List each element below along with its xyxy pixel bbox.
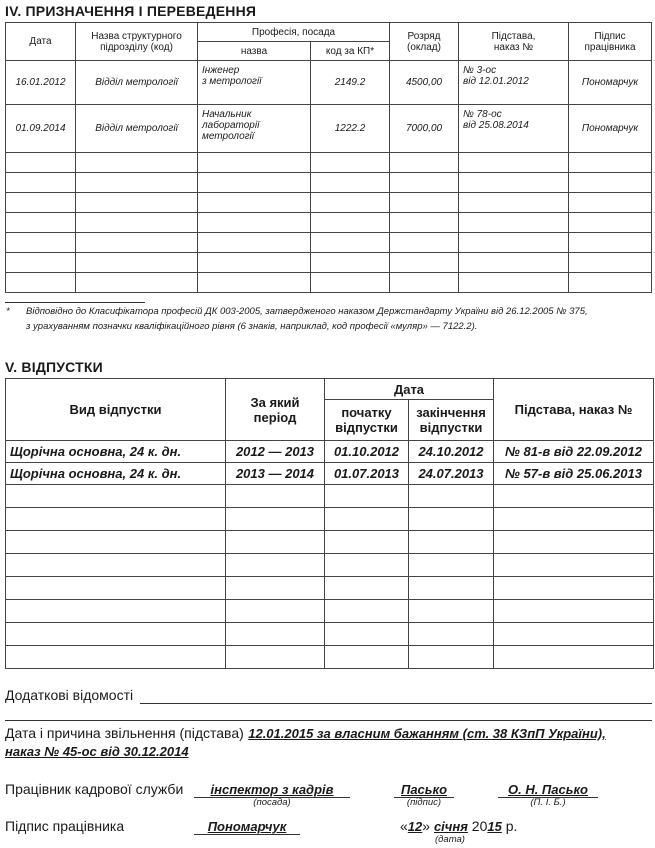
header-period: За який період — [226, 379, 325, 441]
hr-position: інспектор з кадрів — [210, 782, 334, 797]
dismissal-value-1: 12.01.2015 за власним бажанням (ст. 38 КЗпП України), — [248, 726, 606, 741]
footnote-line-2: з урахуванням позначки кваліфікаційного рівня (6 знаків, наприклад, код професії «муляр» — 7122.2). — [26, 321, 478, 332]
table-row — [6, 233, 652, 253]
date-caption: (дата) — [435, 834, 465, 845]
header-grade: Розряд (оклад) — [390, 23, 459, 61]
header-basis: Підстава, наказ № — [459, 23, 569, 61]
header-kind: Вид відпустки — [6, 379, 226, 441]
table-row: 01.09.2014 Відділ метрології Начальник лабораторії метрології 1222.2 7000,00 № 78-ос від 25.08.2014 Пономарчук — [6, 105, 652, 153]
table-row — [6, 554, 654, 577]
footnote-line-1: Відповідно до Класифікатора професій ДК 003-2005, затвердженого наказом Держстандарту України від 26.12.2005 № 375, — [26, 306, 588, 317]
employee-signature-label: Підпис працівника — [5, 818, 125, 834]
signature-caption: (підпис) — [406, 797, 442, 808]
position-caption: (посада) — [253, 797, 291, 808]
table-row — [6, 253, 652, 273]
hr-signature: Пасько — [400, 782, 448, 797]
signature-date: «12» січня 2015 р. — [400, 818, 518, 834]
table-row — [6, 153, 652, 173]
dismissal-value-2: наказ № 45-ос від 30.12.2014 — [5, 744, 189, 759]
header-code: код за КП* — [311, 42, 390, 61]
header-name: назва — [198, 42, 311, 61]
table-row — [6, 646, 654, 669]
footnote-divider — [5, 302, 145, 303]
table-row — [6, 508, 654, 531]
dismissal-block-2 — [5, 743, 189, 761]
additional-label: Додаткові відомості — [5, 687, 134, 703]
table-row: Щорічна основна, 24 к. дн. 2013 — 2014 01.07.2013 24.07.2013 № 57-в від 25.06.2013 — [6, 463, 654, 485]
table-row — [6, 600, 654, 623]
table-row — [6, 173, 652, 193]
table-row — [6, 485, 654, 508]
employee-signature: Пономарчук — [207, 819, 287, 834]
header-signature: Підпис працівника — [569, 23, 652, 61]
vacations-table — [5, 378, 654, 669]
header-date: Дата — [325, 379, 494, 400]
dismissal-block — [5, 725, 653, 743]
dismissal-label: Дата і причина звільнення (підстава) — [5, 725, 244, 741]
additional-line[interactable] — [140, 703, 652, 704]
header-date: Дата — [6, 23, 76, 61]
header-profession: Професія, посада — [198, 23, 390, 42]
employee-signature-line — [194, 834, 300, 835]
table-row: 16.01.2012 Відділ метрології Інженер з метрології 2149.2 4500,00 № 3-ос від 12.01.2012 Пономарчук — [6, 61, 652, 105]
header-basis: Підстава, наказ № — [494, 379, 654, 441]
footnote-star: * — [6, 306, 10, 317]
table-row — [6, 531, 654, 554]
header-start: початку відпустки — [325, 400, 409, 441]
table-row — [6, 193, 652, 213]
hr-name: О. Н. Пасько — [507, 782, 588, 797]
appointments-table — [5, 22, 652, 293]
table-row: Щорічна основна, 24 к. дн. 2012 — 2013 01.10.2012 24.10.2012 № 81-в від 22.09.2012 — [6, 441, 654, 463]
table-row — [6, 623, 654, 646]
header-end: закінчення відпустки — [409, 400, 494, 441]
table-row — [6, 213, 652, 233]
name-caption: (П. І. Б.) — [530, 797, 566, 808]
table-row — [6, 273, 652, 293]
section-4-title: IV. ПРИЗНАЧЕННЯ І ПЕРЕВЕДЕННЯ — [5, 3, 257, 19]
hr-label: Працівник кадрової служби — [5, 781, 184, 797]
section-5-title: V. ВІДПУСТКИ — [5, 359, 103, 375]
table-row — [6, 577, 654, 600]
additional-line-2[interactable] — [5, 720, 652, 721]
header-unit: Назва структурного підрозділу (код) — [76, 23, 198, 61]
